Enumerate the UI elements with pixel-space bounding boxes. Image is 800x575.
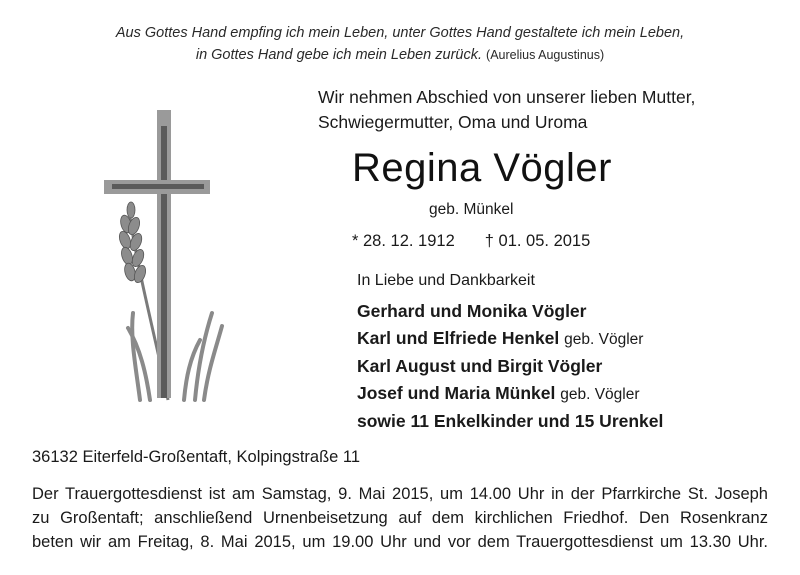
mourner-note: geb. Vögler xyxy=(564,330,644,348)
intro-line-2: Schwiegermutter, Oma und Uroma xyxy=(318,112,588,132)
quote-attribution: (Aurelius Augustinus) xyxy=(486,48,605,62)
life-dates xyxy=(352,232,590,251)
mourner-name: sowie 11 Enkelkinder und 15 Urenkel xyxy=(357,411,664,431)
service-line-3: beten wir am Freitag, 8. Mai 2015, um 19.00 Uhr und vor dem Trauergottesdienst um 13.30 Uhr. xyxy=(32,533,768,551)
mourner-note: geb. Vögler xyxy=(560,385,640,403)
intro-line-1: Wir nehmen Abschied von unserer lieben Mutter, xyxy=(318,87,696,107)
family-address: 36132 Eiterfeld-Großentaft, Kolpingstraße 11 xyxy=(32,448,361,466)
death-date: † 01. 05. 2015 xyxy=(484,232,591,250)
quote-line-2-text: in Gottes Hand gebe ich mein Leben zurück. xyxy=(195,47,482,63)
maiden-name: geb. Münkel xyxy=(429,201,514,218)
mourner-name: Karl und Elfriede Henkel xyxy=(357,327,560,348)
mourners-list xyxy=(357,298,663,435)
service-line-2: zu Großentaft; anschließend Urnenbeisetzung auf dem kirchlichen Friedhof. Den Rosenkranz xyxy=(32,509,768,527)
cross-with-wheat-icon xyxy=(100,108,240,403)
funeral-service-info xyxy=(32,482,768,554)
quote-line-1: Aus Gottes Hand empfing ich mein Leben, unter Gottes Hand gestaltete ich mein Leben, xyxy=(115,25,685,41)
deceased-name: Regina Vögler xyxy=(352,146,612,190)
farewell-intro xyxy=(318,85,695,135)
mourner-row xyxy=(357,380,663,409)
service-line-1: Der Trauergottesdienst ist am Samstag, 9. Mai 2015, um 14.00 Uhr in der Pfarrkirche St. Joseph xyxy=(32,485,768,503)
birth-date: * 28. 12. 1912 xyxy=(352,232,455,250)
mourner-row xyxy=(357,298,663,325)
mourner-name: Karl August und Birgit Vögler xyxy=(357,356,603,376)
mourner-row xyxy=(357,325,663,354)
mourner-row xyxy=(357,353,663,380)
mourner-row xyxy=(357,408,663,435)
mourner-name: Josef und Maria Münkel xyxy=(357,382,556,403)
quote-line-2 xyxy=(0,44,800,66)
mourner-name: Gerhard und Monika Vögler xyxy=(357,301,587,321)
scripture-quote xyxy=(0,22,800,66)
mourners-heading: In Liebe und Dankbarkeit xyxy=(357,272,535,289)
